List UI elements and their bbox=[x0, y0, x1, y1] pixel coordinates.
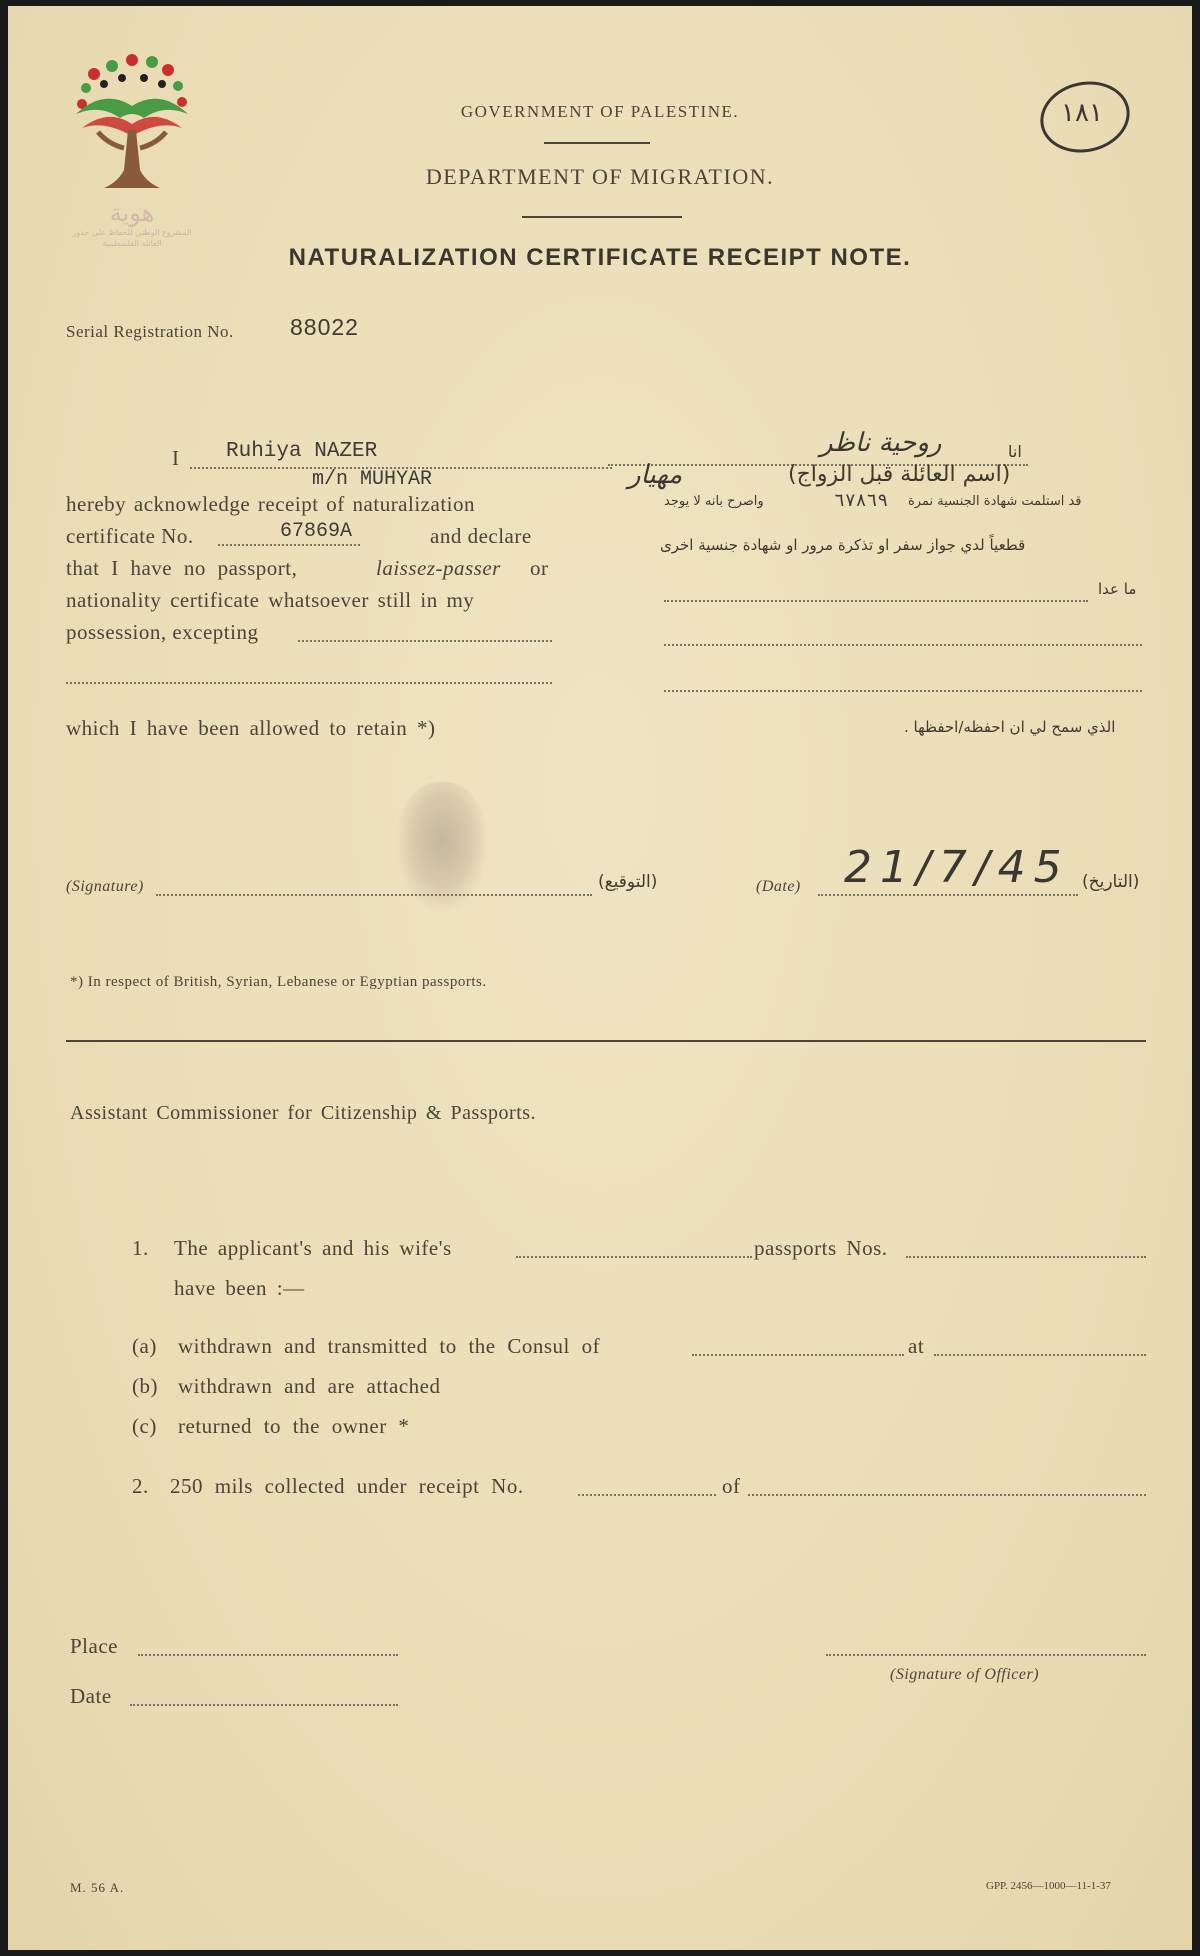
arabic-cert-number: ٦٧٨٦٩ bbox=[834, 492, 889, 512]
section-divider bbox=[66, 1040, 1146, 1042]
date-value: 21/7/45 bbox=[844, 842, 1070, 893]
item-1-number: 1. bbox=[132, 1236, 149, 1260]
item-2-text: 250 mils collected under receipt No. bbox=[170, 1474, 524, 1498]
option-b-label: (b) bbox=[132, 1374, 158, 1398]
declaration-line-4: nationality certificate whatsoever still in my bbox=[66, 588, 475, 612]
declaration-line-5: possession, excepting bbox=[66, 620, 259, 644]
date-label-ar: (التاريخ) bbox=[1082, 872, 1140, 892]
declaration-line-3a: that I have no passport, bbox=[66, 556, 298, 580]
option-a-label: (a) bbox=[132, 1334, 157, 1358]
print-reference: GPP. 2456—1000—11-1-37 bbox=[986, 1880, 1111, 1892]
option-a-text: withdrawn and transmitted to the Consul of bbox=[178, 1334, 601, 1358]
option-a-at: at bbox=[908, 1334, 925, 1358]
arabic-line-3: ما عدا bbox=[1098, 580, 1137, 598]
logo-subtext: المشروع الوطني للحفاظ على جذور العائلة الفلسطينية bbox=[72, 228, 192, 248]
footnote: *) In respect of British, Syrian, Lebanese or Egyptian passports. bbox=[70, 974, 487, 990]
item-2-number: 2. bbox=[132, 1474, 149, 1498]
arabic-family-label: (اسم العائلة قبل الزواج) bbox=[788, 462, 1011, 487]
item-1-text-a: The applicant's and his wife's bbox=[174, 1236, 452, 1260]
certificate-label: certificate No. bbox=[66, 524, 194, 548]
serial-label: Serial Registration No. bbox=[66, 322, 234, 341]
arabic-name-hand: روحية ناظر bbox=[820, 428, 942, 458]
option-b-text: withdrawn and are attached bbox=[178, 1374, 441, 1398]
option-c-text: returned to the owner * bbox=[178, 1414, 410, 1438]
page-mark: ١٨١ bbox=[1061, 98, 1103, 128]
arabic-maiden-hand: مهيار bbox=[628, 460, 683, 490]
declaration-i: I bbox=[172, 446, 180, 470]
logo-text: هوية bbox=[109, 199, 155, 227]
arabic-ana: انا bbox=[1008, 442, 1022, 461]
place-label: Place bbox=[70, 1634, 118, 1658]
item-2-of: of bbox=[722, 1474, 741, 1498]
office-heading: Assistant Commissioner for Citizenship & Passports. bbox=[70, 1102, 537, 1124]
signature-label: (Signature) bbox=[66, 878, 144, 895]
header-rule-1 bbox=[544, 142, 650, 144]
header-rule-2 bbox=[522, 216, 682, 218]
arabic-line-1: قد استلمت شهادة الجنسية نمرة bbox=[908, 494, 1082, 509]
certificate-page bbox=[8, 6, 1192, 1950]
arabic-line-2: قطعياً لدي جواز سفر او تذكرة مرور او شهادة جنسية اخرى bbox=[660, 536, 1026, 554]
date-footer-label: Date bbox=[70, 1684, 112, 1708]
date-label: (Date) bbox=[756, 878, 801, 895]
applicant-name: Ruhiya NAZER bbox=[226, 440, 378, 463]
and-declare: and declare bbox=[430, 524, 532, 548]
document-title: NATURALIZATION CERTIFICATE RECEIPT NOTE. bbox=[288, 244, 912, 271]
arabic-line-1b: واصرح بانه لا يوجد bbox=[664, 494, 764, 509]
certificate-number: 67869A bbox=[280, 520, 353, 543]
arabic-retain: الذي سمح لي ان احفظه/احفظها . bbox=[904, 718, 1116, 736]
officer-signature-label: (Signature of Officer) bbox=[890, 1666, 1040, 1683]
department-heading: DEPARTMENT OF MIGRATION. bbox=[425, 164, 775, 189]
signature-label-ar: (التوقيع) bbox=[598, 872, 658, 892]
item-1-text-b: passports Nos. bbox=[754, 1236, 888, 1260]
government-heading: GOVERNMENT OF PALESTINE. bbox=[460, 102, 740, 121]
fingerprint-smudge bbox=[396, 782, 488, 912]
declaration-line-3c: or bbox=[530, 556, 549, 580]
laissez-passer: laissez-passer bbox=[376, 556, 501, 580]
logo bbox=[64, 48, 200, 274]
form-number: M. 56 A. bbox=[70, 1880, 125, 1895]
option-c-label: (c) bbox=[132, 1414, 157, 1438]
item-1-text-c: have been :— bbox=[174, 1276, 305, 1300]
retain-line: which I have been allowed to retain *) bbox=[66, 716, 436, 740]
declaration-line-1: hereby acknowledge receipt of naturalization bbox=[66, 492, 475, 516]
maiden-name: m/n MUHYAR bbox=[312, 468, 433, 491]
serial-number: 88022 bbox=[290, 314, 359, 340]
